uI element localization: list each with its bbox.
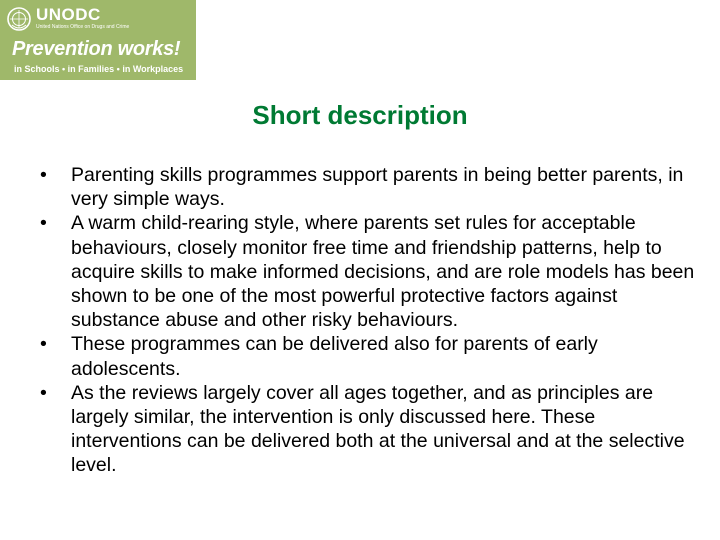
org-subtitle: United Nations Office on Drugs and Crime xyxy=(36,24,130,30)
org-name: UNODC xyxy=(36,5,101,24)
slogan: Prevention works! xyxy=(12,38,181,60)
un-emblem-icon xyxy=(6,6,32,32)
bullet-list xyxy=(40,163,700,478)
bullet-item: • Parenting skills programmes support parents in being better parents, in very simple ways. xyxy=(40,163,700,211)
bullet-item: • These programmes can be delivered also for parents of early adolescents. xyxy=(40,332,700,380)
slide-title xyxy=(0,100,720,131)
settings-tagline: in Schools • in Families • in Workplaces xyxy=(14,64,184,74)
header-banner xyxy=(0,0,196,80)
bullet-item: • As the reviews largely cover all ages together, and as principles are largely similar, the intervention is only discussed here. These interventions can be delivered both at the universal and at the selective level. xyxy=(40,381,700,478)
bullet-item: • A warm child-rearing style, where parents set rules for acceptable behaviours, closely monitor free time and friendship patterns, help to acquire skills to make informed decisions, and are role models has been shown to be one of the most powerful protective factors against substance abuse and other risky behaviours. xyxy=(40,211,700,332)
slide-title-text: Short description xyxy=(252,100,468,130)
